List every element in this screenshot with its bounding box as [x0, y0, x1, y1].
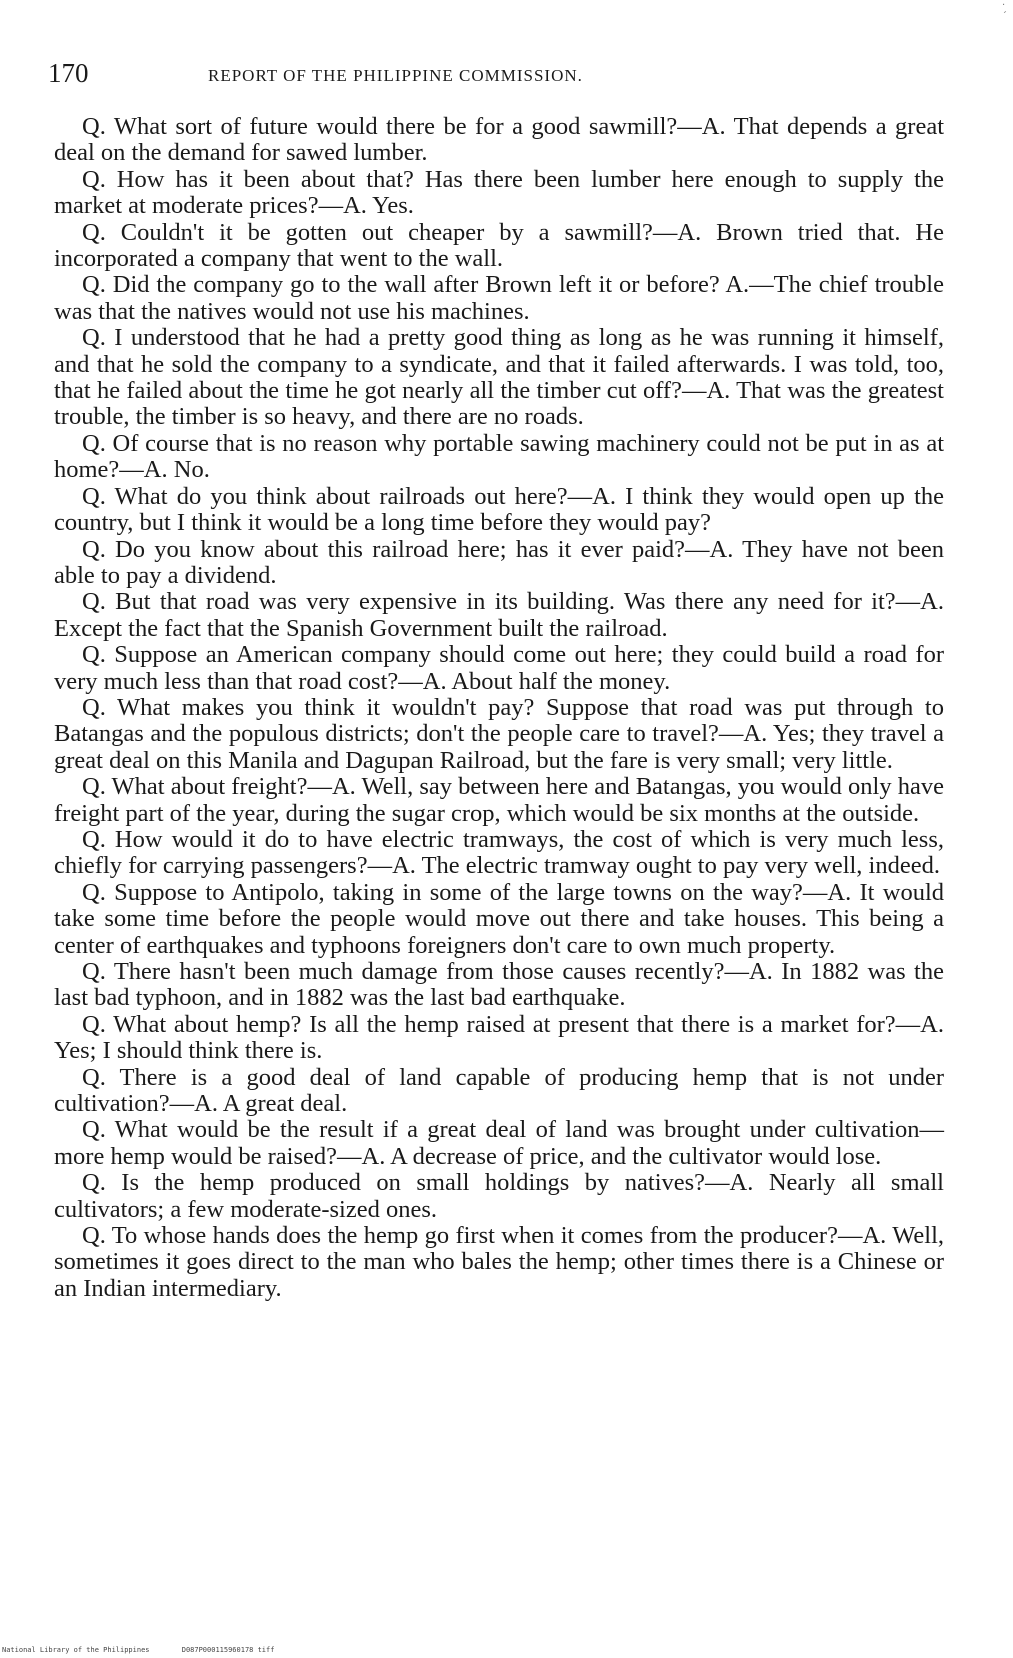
paragraph: Q. I understood that he had a pretty good thing as long as he was running it himself, and that he sold the company to a syndicate, and that it failed afterwards. I was told, too, that he failed about the time he got nearly all the timber cut off?—A. That was the greatest trouble, the timber is so heavy, and there are no roads.: [54, 324, 944, 431]
page-header: [48, 58, 948, 98]
corner-mark: · ˊ: [1002, 0, 1007, 22]
paragraph: Q. To whose hands does the hemp go first when it comes from the producer?—A. Well, sometimes it goes direct to the man who bales the hemp; other times there is a Chinese or an Indian intermediary.: [54, 1222, 944, 1302]
paragraph: Q. Did the company go to the wall after Brown left it or before? A.—The chief trouble was that the natives would not use his machines.: [54, 271, 944, 325]
library-credit: National Library of the Philippines: [2, 1646, 150, 1654]
paragraph: Q. There is a good deal of land capable of producing hemp that is not under cultivation?—A. A great deal.: [54, 1063, 944, 1118]
paragraph: Q. Is the hemp produced on small holdings by natives?—A. Nearly all small cultivators; a few moderate-sized ones.: [54, 1169, 944, 1223]
paragraph: Q. How would it do to have electric tramways, the cost of which is very much less, chiefly for carrying passengers?—A. The electric tramway ought to pay very well, indeed.: [54, 825, 944, 880]
paragraph: Q. Of course that is no reason why portable sawing machinery could not be put in as at home?—A. No.: [54, 429, 944, 484]
paragraph: Q. What sort of future would there be for a good sawmill?—A. That depends a great deal on the demand for sawed lumber.: [54, 113, 944, 167]
scan-footer: [2, 1646, 302, 1654]
page-number: 170: [48, 58, 89, 88]
paragraph: Q. What would be the result if a great deal of land was brought under cultivation—more hemp would be raised?—A. A decrease of price, and the cultivator would lose.: [54, 1116, 944, 1170]
file-id: D087P000115960178 tiff: [181, 1646, 275, 1654]
paragraph: Q. What do you think about railroads out here?—A. I think they would open up the country, but I think it would be a long time before they would pay?: [54, 482, 944, 537]
running-title: REPORT OF THE PHILIPPINE COMMISSION.: [208, 66, 583, 85]
paragraph: Q. What about freight?—A. Well, say between here and Batangas, you would only have freight part of the year, during the sugar crop, which would be six months at the outside.: [54, 773, 944, 827]
paragraph: Q. Suppose an American company should come out here; they could build a road for very much less than that road cost?—A. About half the money.: [54, 641, 944, 695]
paragraph: Q. Couldn't it be gotten out cheaper by a sawmill?—A. Brown tried that. He incorporated a company that went to the wall.: [54, 218, 944, 273]
paragraph: Q. Suppose to Antipolo, taking in some of the large towns on the way?—A. It would take some time before the people would move out there and take houses. This being a center of earthquakes and typhoons foreigners don't care to own much property.: [54, 878, 944, 959]
paragraph: Q. What makes you think it wouldn't pay? Suppose that road was put through to Batangas and the populous districts; don't the people care to travel?—A. Yes; they travel a great deal on this Manila and Dagupan Railroad, but the fare is very small; very little.: [54, 693, 944, 774]
body-text: [54, 114, 944, 1302]
paragraph: Q. What about hemp? Is all the hemp raised at present that there is a market for?—A. Yes; I should think there is.: [54, 1010, 944, 1065]
paragraph: Q. Do you know about this railroad here; has it ever paid?—A. They have not been able to pay a dividend.: [54, 535, 944, 589]
paragraph: Q. How has it been about that? Has there been lumber here enough to supply the market at moderate prices?—A. Yes.: [54, 165, 944, 220]
paragraph: Q. But that road was very expensive in its building. Was there any need for it?—A. Except the fact that the Spanish Government built the railroad.: [54, 588, 944, 642]
paragraph: Q. There hasn't been much damage from those causes recently?—A. In 1882 was the last bad typhoon, and in 1882 was the last bad earthquake.: [54, 958, 944, 1012]
